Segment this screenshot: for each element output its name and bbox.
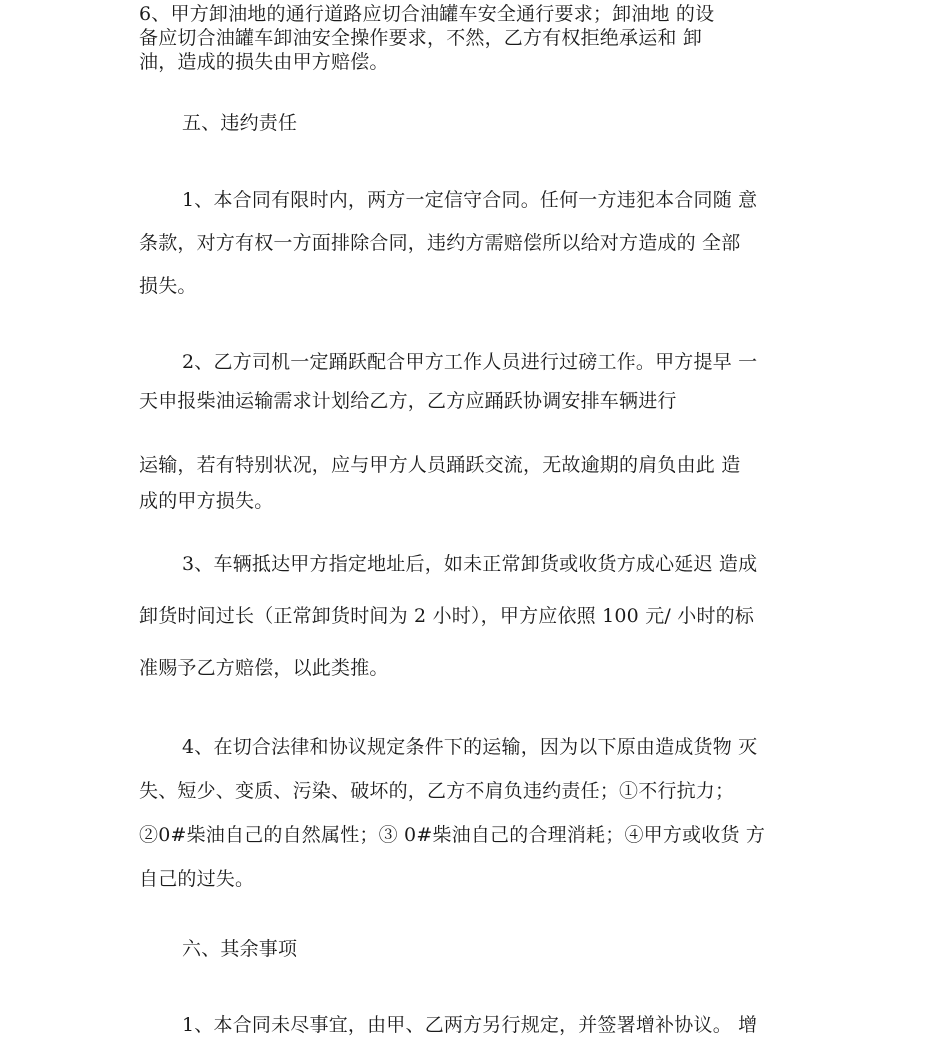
s5-item4-line-4: 自己的过失。 <box>139 868 255 890</box>
section-6-heading: 六、其余事项 <box>182 938 298 960</box>
s6-item1-line-1: 1、本合同未尽事宜，由甲、乙两方另行规定，并签署增补协议。 增 <box>182 1014 758 1036</box>
s5-item2-line-2: 天申报柴油运输需求计划给乙方，乙方应踊跃协调安排车辆进行 <box>139 390 677 412</box>
s5-item1-line-2: 条款，对方有权一方面排除合同，违约方需赔偿所以给对方造成的 全部 <box>139 232 741 254</box>
s5-item4-line-1: 4、在切合法律和协议规定条件下的运输，因为以下原由造成货物 灭 <box>182 736 758 758</box>
s5-item4-line-3: ②0#柴油自己的自然属性；③ 0#柴油自己的合理消耗；④甲方或收货 方 <box>139 824 766 846</box>
s5-item2-line-4: 成的甲方损失。 <box>139 490 274 512</box>
section-5-heading: 五、违约责任 <box>182 112 298 134</box>
s5-item3-line-3: 准赐予乙方赔偿，以此类推。 <box>139 657 389 679</box>
s5-item2-line-1: 2、乙方司机一定踊跃配合甲方工作人员进行过磅工作。甲方提早 一 <box>182 351 758 373</box>
s5-item1-line-1: 1、本合同有限时内，两方一定信守合同。任何一方违犯本合同随 意 <box>182 189 758 211</box>
s5-item2-line-3: 运输，若有特别状况，应与甲方人员踊跃交流，无故逾期的肩负由此 造 <box>139 454 741 476</box>
clause-6-line-2: 备应切合油罐车卸油安全操作要求，不然，乙方有权拒绝承运和 卸 <box>139 27 703 49</box>
s5-item4-line-2: 失、短少、变质、污染、破坏的，乙方不肩负违约责任；①不行抗力； <box>139 780 735 802</box>
s5-item3-line-1: 3、车辆抵达甲方指定地址后，如未正常卸货或收货方成心延迟 造成 <box>182 553 758 575</box>
s5-item3-line-2: 卸货时间过长（正常卸货时间为 2 小时），甲方应依照 100 元/ 小时的标 <box>139 605 755 627</box>
clause-6-line-3: 油，造成的损失由甲方赔偿。 <box>139 51 389 73</box>
s5-item1-line-3: 损失。 <box>139 275 197 297</box>
clause-6-line-1: 6、甲方卸油地的通行道路应切合油罐车安全通行要求；卸油地 的设 <box>139 3 715 25</box>
